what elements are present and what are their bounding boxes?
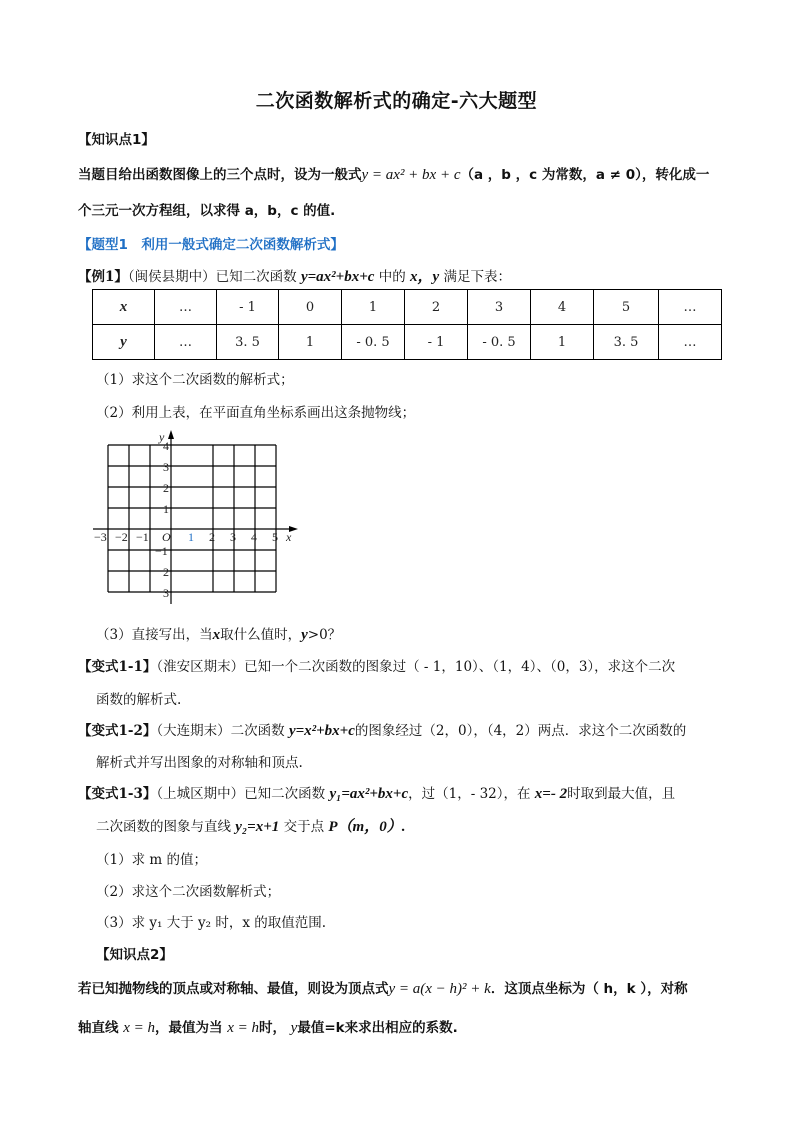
example-1-formula: y=ax²+bx+c — [300, 269, 375, 285]
example-1-question-3 — [96, 623, 341, 644]
variant-1-1-label: 【变式1-1】 — [78, 659, 157, 675]
table-header-y: y — [93, 325, 155, 360]
variant-1-1-source: （淮安区期末） — [156, 659, 245, 675]
table-row-x — [93, 290, 722, 325]
type-1-heading: 【题型1 利用一般式确定二次函数解析式】 — [78, 237, 344, 253]
example-1-text-b: 中的 — [378, 269, 406, 285]
xy-value-table — [92, 289, 722, 360]
variant-1-3-text2-b: 交于点 — [283, 819, 325, 835]
variant-1-2-text-a: 二次函数 — [230, 723, 285, 739]
example-1-text-a: 已知二次函数 — [215, 269, 297, 285]
kp2-line2-c: 时， — [258, 1020, 286, 1036]
variant-1-2-line1 — [78, 719, 686, 740]
variant-1-2-line2: 解析式并写出图象的对称轴和顶点. — [96, 755, 303, 771]
kp2-extreme-eq: x = h — [227, 1020, 259, 1036]
table-cell: 2 — [405, 290, 468, 325]
x-tick-label: −3 — [94, 530, 107, 544]
kp2-text-b: ．这顶点坐标为（ h，k ），对称 — [490, 981, 688, 997]
kp2-axis-eq: x = h — [123, 1020, 155, 1036]
example-1-question-2: （2）利用上表，在平面直角坐标系画出这条抛物线； — [96, 405, 416, 421]
x-tick-label: −2 — [115, 530, 128, 544]
y-tick-label: 1 — [163, 502, 169, 516]
knowledge-point-1-line1 — [78, 163, 709, 184]
knowledge-point-2-line2 — [78, 1016, 458, 1037]
variant-1-3-source: （上城区期中） — [156, 786, 245, 802]
variant-1-3-line1 — [78, 782, 675, 803]
table-cell: 3. 5 — [594, 325, 659, 360]
variant-1-3-text2-a: 二次函数的图象与直线 — [96, 819, 231, 835]
variant-1-1-text: 已知一个二次函数的图象过（ - 1，10）、（1，4）、（0，3），求这个二次 — [244, 659, 676, 675]
kp2-var-y: y — [290, 1020, 298, 1036]
table-cell: 1 — [531, 325, 594, 360]
q3-text-c: >0？ — [307, 627, 342, 643]
x-tick-label: 2 — [209, 530, 215, 544]
y-tick-label: 3 — [163, 586, 169, 600]
table-cell: … — [155, 290, 217, 325]
x-tick-label: −1 — [136, 530, 149, 544]
q3-text-a: （3）直接写出，当 — [96, 627, 213, 643]
table-cell: - 1 — [405, 325, 468, 360]
variant-1-1-line1 — [78, 655, 675, 675]
variant-1-3-formula-2: y₂=x+1 — [235, 819, 280, 835]
grid-lines — [108, 445, 276, 592]
knowledge-point-2-line1 — [78, 977, 688, 998]
x-tick-label: 5 — [272, 530, 278, 544]
table-cell: 1 — [342, 290, 405, 325]
variant-1-3-condition: x=- 2 — [534, 786, 568, 802]
variant-1-3-point: P（m，0）. — [328, 819, 406, 835]
table-cell: … — [155, 325, 217, 360]
variant-1-3-label: 【变式1-3】 — [78, 786, 157, 802]
variant-1-2-label: 【变式1-2】 — [78, 723, 157, 739]
knowledge-point-1-heading: 【知识点1】 — [78, 132, 155, 148]
example-1-text-c: 满足下表： — [443, 269, 511, 285]
variant-1-2-formula: y=x²+bx+c — [288, 723, 355, 739]
example-1-statement — [78, 265, 511, 286]
x-tick-label: 1 — [188, 530, 194, 544]
table-cell: - 0. 5 — [342, 325, 405, 360]
variant-1-3-text-b: ，过（1，- 32），在 — [408, 786, 531, 802]
knowledge-point-2-heading: 【知识点2】 — [96, 947, 173, 963]
x-tick-label: 4 — [251, 530, 257, 544]
variant-1-3-text-c: 时取到最大值，且 — [567, 786, 676, 802]
example-1-label: 【例1】 — [78, 269, 128, 285]
variant-1-3-text-a: 已知二次函数 — [244, 786, 326, 802]
variant-1-3-question-3: （3）求 y₁ 大于 y₂ 时，x 的取值范围. — [96, 915, 327, 931]
y-tick-label: 3 — [163, 460, 169, 474]
x-axis-label: x — [286, 530, 292, 544]
example-1-question-1: （1）求这个二次函数的解析式； — [96, 372, 294, 388]
example-1-vars: x，y — [410, 269, 440, 285]
table-cell: 3. 5 — [217, 325, 279, 360]
table-cell: - 1 — [217, 290, 279, 325]
y-axis-label: y — [159, 430, 165, 444]
y-axis-arrow-icon — [168, 430, 174, 439]
table-cell: … — [659, 290, 722, 325]
table-header-x: x — [93, 290, 155, 325]
kp1-general-formula: y = ax² + bx + c — [361, 167, 461, 183]
q3-var-x: x — [212, 627, 221, 643]
y-tick-label: −1 — [155, 544, 168, 558]
kp2-vertex-formula: y = a(x − h)² + k — [388, 981, 491, 997]
table-cell: - 0. 5 — [468, 325, 531, 360]
kp2-line2-a: 轴直线 — [78, 1020, 119, 1036]
axes — [93, 430, 298, 604]
table-cell: … — [659, 325, 722, 360]
coordinate-grid — [85, 428, 300, 610]
variant-1-3-question-1: （1）求 m 的值； — [96, 852, 207, 868]
variant-1-2-text-b: 的图象经过（2，0），（4，2）两点．求这个二次函数的 — [354, 723, 687, 739]
table-row-y — [93, 325, 722, 360]
table-cell: 1 — [279, 325, 342, 360]
q3-var-y: y — [301, 627, 308, 643]
variant-1-3-line2 — [96, 815, 405, 836]
example-1-source: （闽侯县期中） — [127, 269, 216, 285]
y-tick-label: 4 — [163, 439, 169, 453]
origin-label: O — [162, 530, 171, 544]
table-cell: 0 — [279, 290, 342, 325]
kp2-line2-d: 最值=k来求出相应的系数. — [297, 1020, 458, 1036]
kp2-line2-b: ，最值为当 — [154, 1020, 223, 1036]
x-tick-label: 3 — [230, 530, 236, 544]
kp1-text-prefix: 当题目给出函数图像上的三个点时，设为一般式 — [78, 167, 362, 183]
knowledge-point-1-line2: 个三元一次方程组，以求得 a，b，c 的值. — [78, 203, 336, 219]
document-title: 二次函数解析式的确定-六大题型 — [255, 90, 538, 112]
y-tick-label: 2 — [163, 481, 169, 495]
variant-1-3-formula-1: y₁=ax²+bx+c — [329, 786, 409, 802]
table-cell: 4 — [531, 290, 594, 325]
q3-text-b: 取什么值时， — [220, 627, 302, 643]
table-cell: 3 — [468, 290, 531, 325]
variant-1-2-source: （大连期末） — [156, 723, 231, 739]
variant-1-3-question-2: （2）求这个二次函数解析式； — [96, 884, 281, 900]
y-tick-label: 2 — [163, 565, 169, 579]
kp1-paren-text: （a ，b ，c 为常数，a ≠ 0），转化成一 — [460, 167, 710, 183]
kp2-text-a: 若已知抛物线的顶点或对称轴、最值，则设为顶点式 — [78, 981, 389, 997]
table-cell: 5 — [594, 290, 659, 325]
grid-labels — [94, 430, 292, 600]
variant-1-1-line2: 函数的解析式. — [96, 692, 182, 708]
